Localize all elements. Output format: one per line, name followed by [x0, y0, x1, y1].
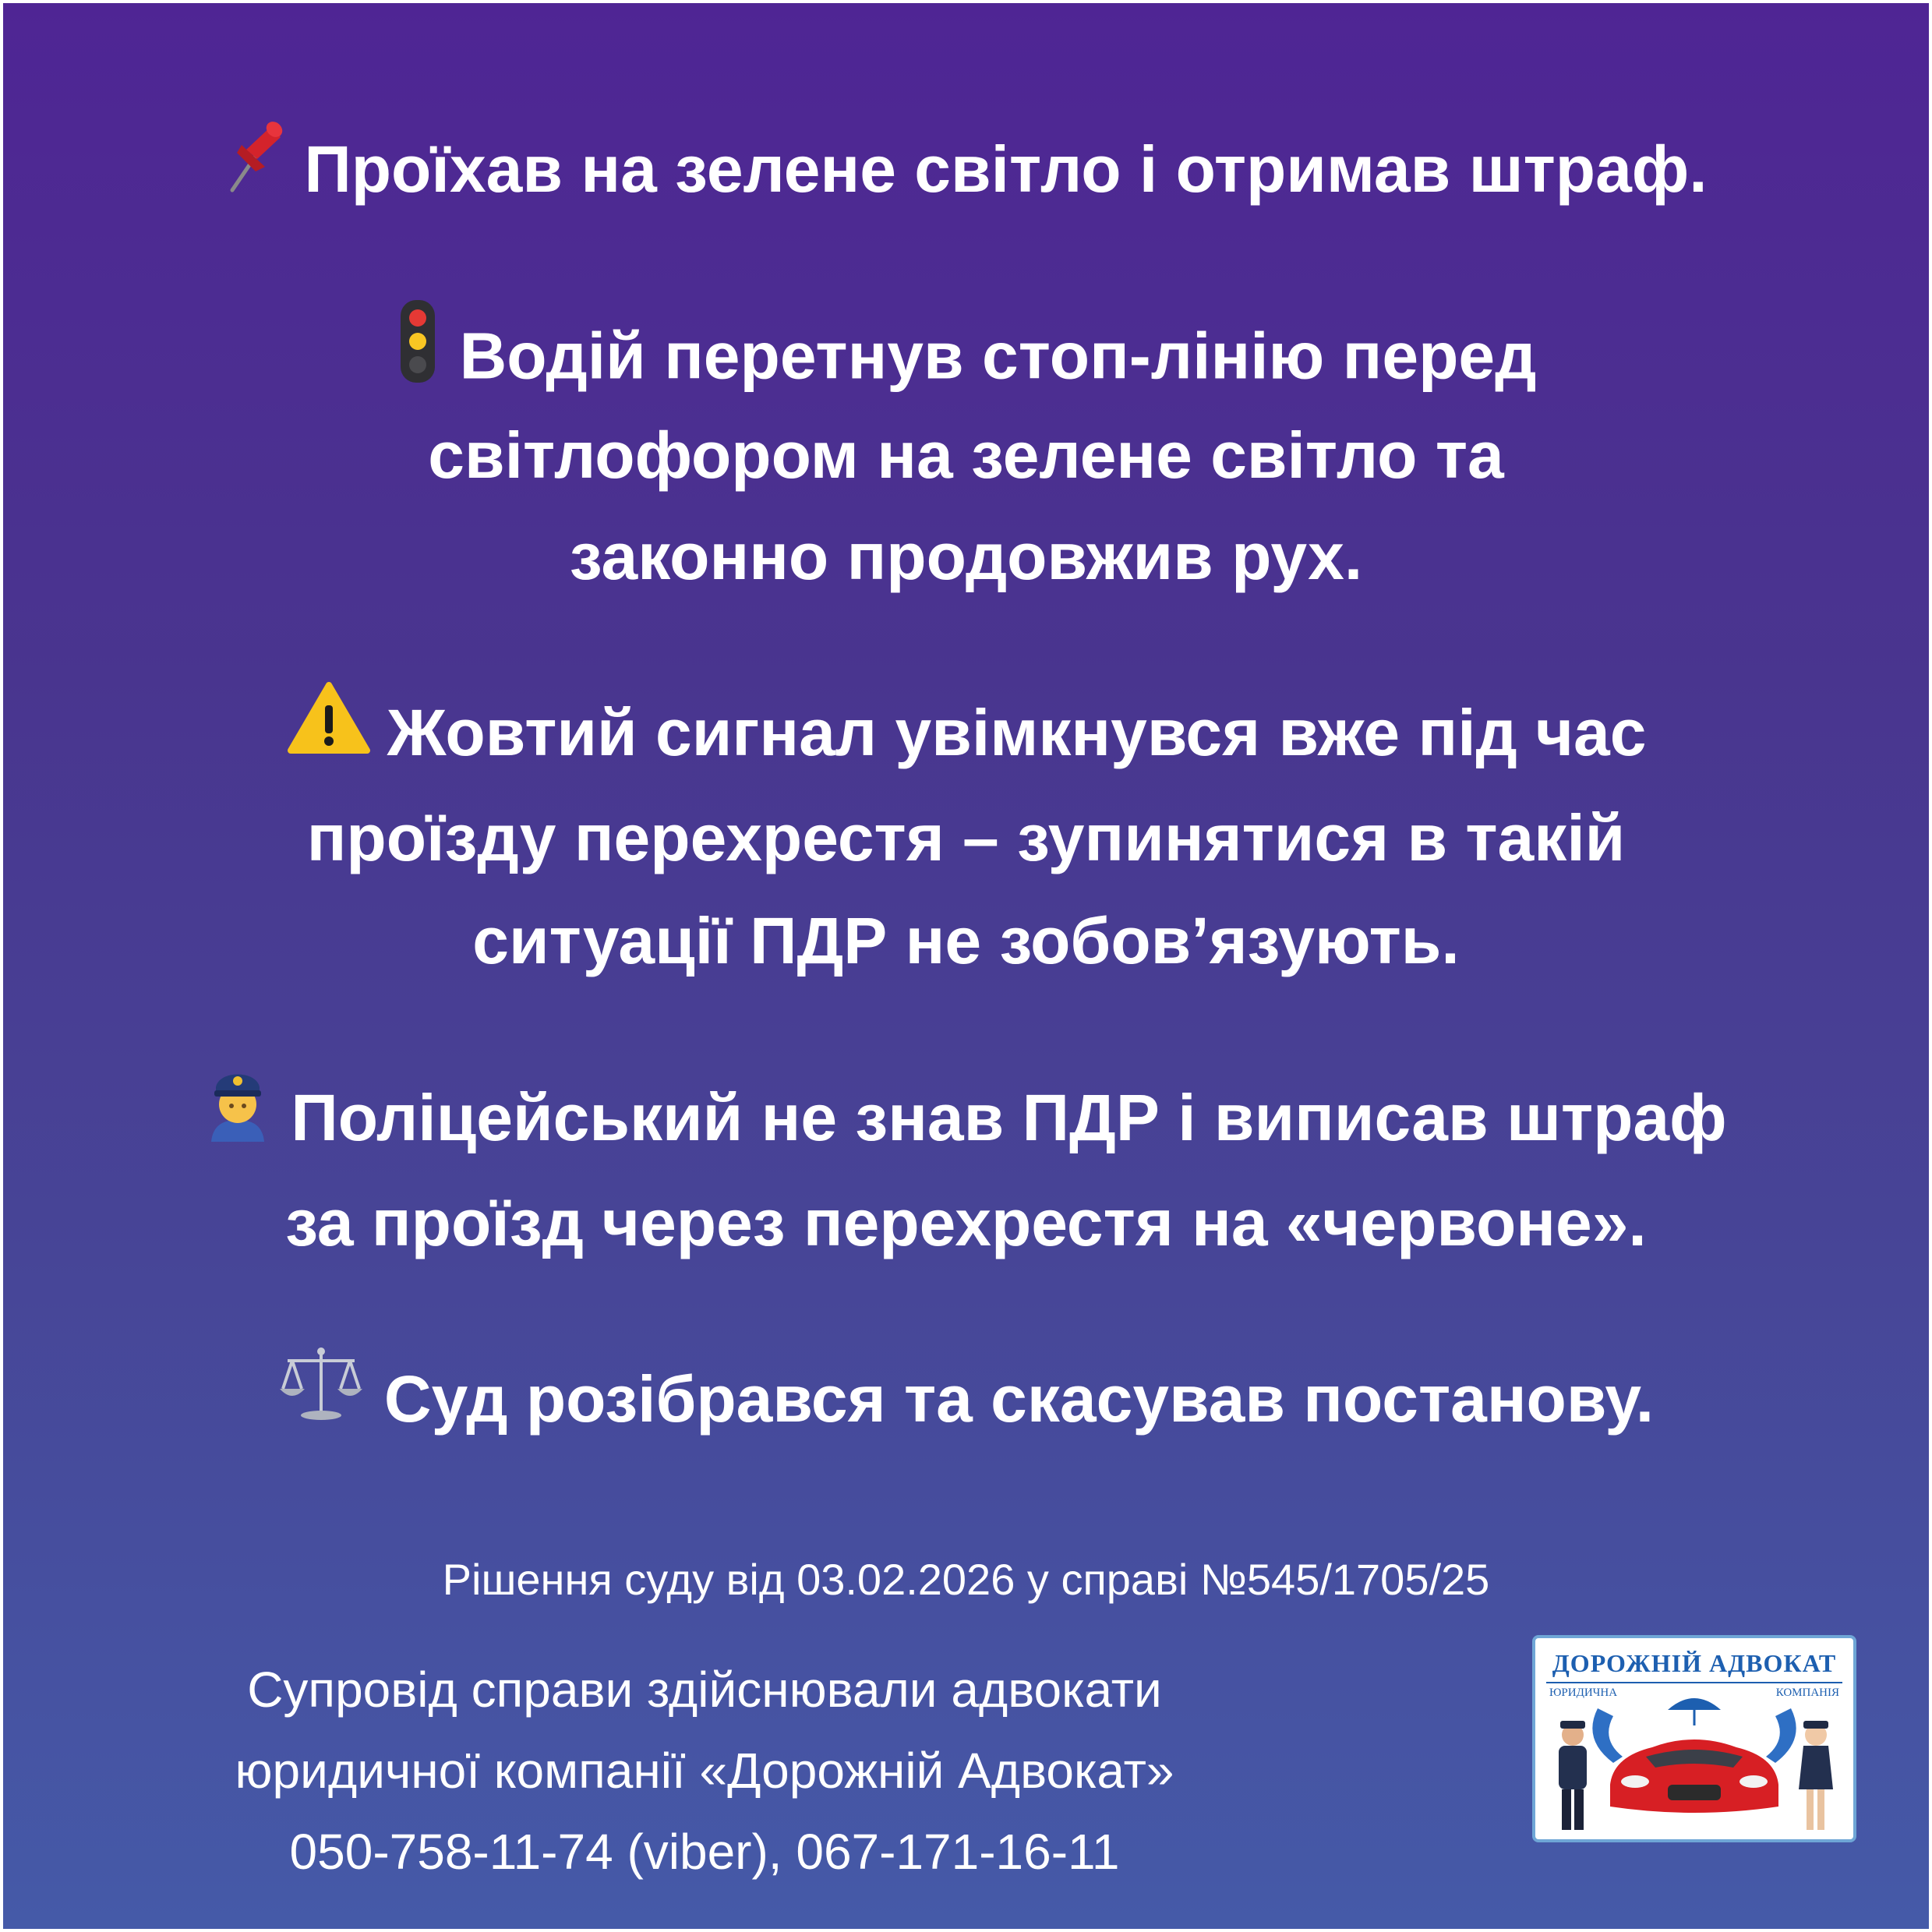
- paragraph2-line1: [3, 686, 1929, 787]
- pushpin-icon: [224, 115, 284, 217]
- traffic-light-icon: [396, 298, 440, 408]
- decision-text: Рішення суду від 03.02.2026 у справі №545/1705/25: [442, 1555, 1490, 1604]
- paragraph4-line: [3, 1352, 1929, 1455]
- logo-right-word: КОМПАНІЯ: [1775, 1687, 1839, 1699]
- paragraph1-line2: світлофором на зелене світло та: [428, 419, 1504, 492]
- paragraph3-text-1: Поліцейський не знав ПДР і виписав штраф: [291, 1081, 1727, 1154]
- contacts-line2: юридичної компанії «Дорожній Адвокат»: [235, 1743, 1174, 1799]
- paragraph2-line2: проїзду перехрестя – зупинятися в такій: [306, 801, 1626, 874]
- paragraph2-line3: ситуації ПДР не зобов’язують.: [472, 904, 1460, 977]
- paragraph4-text: Суд розібрався та скасував постанову.: [383, 1362, 1655, 1436]
- paragraph1-line1: [3, 306, 1929, 416]
- headline: [3, 122, 1929, 225]
- scales-icon: [278, 1345, 364, 1447]
- paragraph1-line3: законно продовжив рух.: [569, 520, 1363, 593]
- paragraph3-line2: за проїзд через перехрестя на «червоне».: [285, 1186, 1647, 1259]
- paragraph2-text-1: Жовтий сигнал увімкнувся вже під час: [387, 696, 1647, 769]
- logo-divider: [1546, 1682, 1842, 1683]
- contacts-line3: 050-758-11-74 (viber), 067-171-16-11: [289, 1824, 1120, 1880]
- poster: [3, 3, 1929, 1929]
- logo-title: ДОРОЖНІЙ АДВОКАТ: [1552, 1649, 1837, 1677]
- company-logo: [1532, 1635, 1856, 1842]
- logo-left-word: ЮРИДИЧНА: [1549, 1687, 1618, 1699]
- contacts-line1: Супровід справи здійснювали адвокати: [247, 1662, 1162, 1718]
- paragraph3-line1: [3, 1071, 1929, 1174]
- headline-text: Проїхав на зелене світло і отримав штраф.: [304, 132, 1708, 206]
- police-officer-icon: [205, 1064, 270, 1166]
- paragraph1-text-1: Водій перетнув стоп-лінію перед: [459, 319, 1537, 393]
- logo-illustration: [1535, 1685, 1853, 1839]
- warning-icon: [286, 680, 372, 779]
